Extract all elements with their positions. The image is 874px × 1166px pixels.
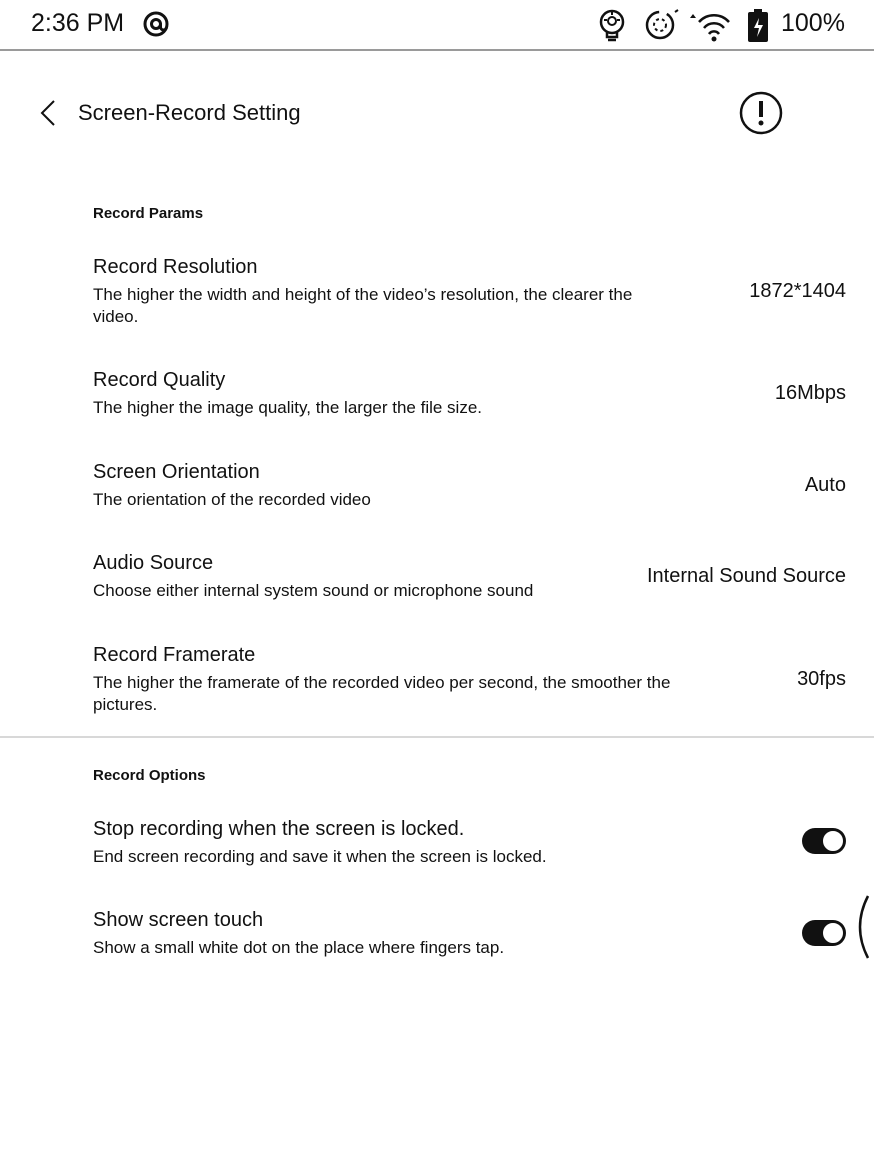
option-row-stop-on-lock [0, 818, 874, 878]
page-title: Screen-Record Setting [78, 100, 301, 125]
option-description: Show a small white dot on the place where fingers tap. [93, 938, 505, 957]
option-title: Show screen touch [93, 909, 264, 931]
toggle-knob [822, 922, 844, 944]
wifi-icon [686, 8, 732, 44]
setting-value: 1872*1404 [749, 280, 846, 302]
setting-title: Record Resolution [93, 256, 258, 278]
battery-percent: 100% [781, 9, 845, 37]
setting-title: Screen Orientation [93, 461, 260, 483]
setting-value: Auto [804, 474, 846, 496]
setting-description [93, 284, 632, 328]
option-description: End screen recording and save it when the screen is locked. [93, 847, 547, 866]
setting-title: Audio Source [93, 552, 214, 574]
at-sign-icon [143, 11, 169, 37]
option-row-show-touch [0, 909, 874, 969]
setting-description [93, 672, 670, 716]
section-header-record-params: Record Params [93, 205, 204, 222]
setting-title: Record Framerate [93, 644, 256, 666]
option-title: Stop recording when the screen is locked. [93, 818, 465, 840]
sync-icon [644, 8, 680, 42]
section-divider [0, 736, 874, 738]
setting-row-record-framerate[interactable] [0, 644, 874, 724]
status-bar [0, 0, 874, 51]
show-touch-toggle[interactable] [802, 920, 846, 946]
info-icon[interactable] [739, 91, 783, 135]
setting-description [93, 489, 371, 511]
setting-description-line: The higher the width and height of the video’s resolution, the clearer the [93, 285, 633, 304]
screen-edge-indicator [848, 892, 874, 962]
setting-value: Internal Sound Source [646, 565, 846, 587]
setting-description-line: The higher the framerate of the recorded video per second, the smoother the [93, 673, 671, 692]
setting-description [93, 580, 533, 602]
setting-title: Record Quality [93, 369, 226, 391]
status-time: 2:36 PM [31, 9, 125, 37]
setting-description-line: The orientation of the recorded video [93, 490, 371, 509]
setting-description-line: pictures. [93, 695, 158, 714]
setting-row-record-resolution[interactable] [0, 256, 874, 336]
setting-row-record-quality[interactable] [0, 369, 874, 429]
setting-description-line: The higher the image quality, the larger the file size. [93, 398, 483, 417]
lightbulb-icon [597, 8, 627, 42]
stop-on-lock-toggle[interactable] [802, 828, 846, 854]
back-arrow-icon[interactable] [36, 98, 60, 128]
section-header-record-options: Record Options [93, 767, 206, 784]
setting-value: 16Mbps [774, 382, 846, 404]
setting-description-line: Choose either internal system sound or microphone sound [93, 581, 534, 600]
setting-description-line: video. [93, 307, 139, 326]
setting-row-audio-source[interactable] [0, 552, 874, 612]
toggle-knob [822, 830, 844, 852]
setting-row-screen-orientation[interactable] [0, 461, 874, 521]
battery-icon [746, 8, 770, 44]
setting-value: 30fps [797, 668, 846, 690]
setting-description [93, 397, 482, 419]
